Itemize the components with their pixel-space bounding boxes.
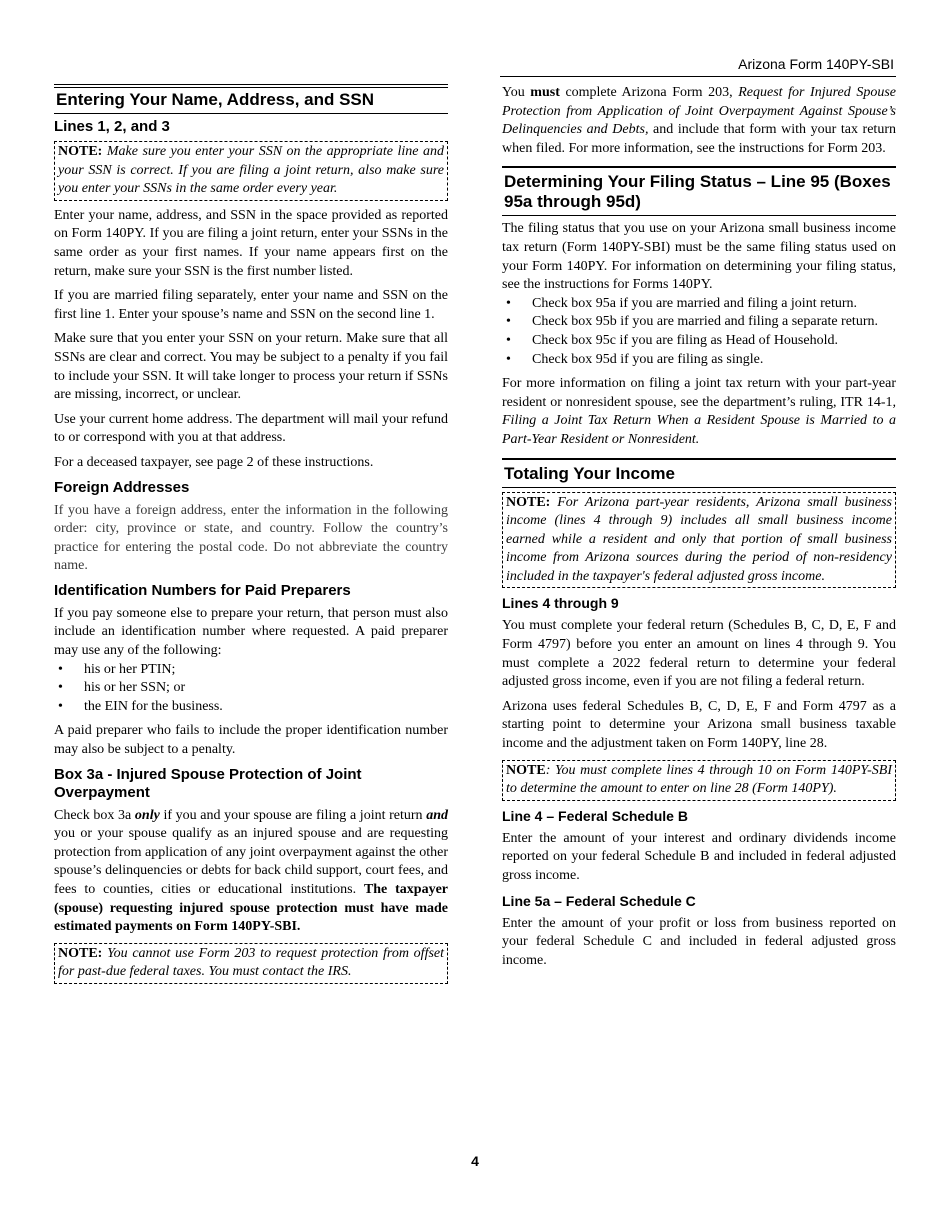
left-column <box>54 84 448 990</box>
subheading-lines-4-9: Lines 4 through 9 <box>502 595 619 612</box>
list-item <box>502 332 896 351</box>
bullet-icon: • <box>58 661 63 677</box>
list-item <box>502 313 896 332</box>
list-item-text: his or her PTIN; <box>84 661 176 677</box>
running-header: Arizona Form 140PY-SBI <box>738 56 894 72</box>
note-label: NOTE: <box>506 494 551 510</box>
paragraph-joint-return-info <box>502 375 896 449</box>
section-title-totaling-income: Totaling Your Income <box>502 458 896 488</box>
subheading-lines-1-2-3: Lines 1, 2, and 3 <box>54 118 170 135</box>
list-preparer-ids <box>54 661 448 717</box>
note-label: NOTE: <box>58 945 103 961</box>
bullet-icon: • <box>506 314 511 330</box>
bullet-icon: • <box>506 295 511 311</box>
list-filing-boxes <box>502 295 896 369</box>
list-item <box>54 679 448 698</box>
list-item <box>54 661 448 680</box>
list-item <box>502 351 896 370</box>
subheading-line-4: Line 4 – Federal Schedule B <box>502 807 688 824</box>
bullet-icon: • <box>506 351 511 367</box>
subheading-paid-preparers: Identification Numbers for Paid Preparers <box>54 581 351 599</box>
list-item-text: Check box 95c if you are filing as Head of Household. <box>532 332 838 348</box>
bullet-icon: • <box>58 680 63 696</box>
subheading-line-5a: Line 5a – Federal Schedule C <box>502 892 696 909</box>
paragraph-enter-name: Enter your name, address, and SSN in the space provided as reported on Form 140PY. If you are filing a joint return, enter your SSNs in the same order as your first names. If your name appears first on the return, make sure your SSN is the first number listed. <box>54 207 448 279</box>
emphasis-and: and <box>426 807 448 823</box>
paragraph-form-203 <box>502 84 896 158</box>
bullet-icon: • <box>506 332 511 348</box>
header-rule <box>500 76 896 77</box>
list-item <box>54 698 448 717</box>
section-title-filing-status: Determining Your Filing Status – Line 95 (Boxes 95a through 95d) <box>502 166 896 216</box>
list-item-text: Check box 95d if you are filing as single. <box>532 351 764 367</box>
paragraph-preparer-penalty: A paid preparer who fails to include the proper identification number may also be subject to a penalty. <box>54 723 448 758</box>
paragraph-ssn-correct: Make sure that you enter your SSN on your return. Make sure that all SSNs are clear and correct. You may be subject to a penalty if you fail to include your SSN. It will take longer to process your return if SSNs are missing, incorrect, or unclear. <box>54 331 448 403</box>
note-label: NOTE <box>506 762 546 778</box>
bullet-icon: • <box>58 698 63 714</box>
subheading-foreign-addresses: Foreign Addresses <box>54 478 190 496</box>
paragraph-federal-schedules: Arizona uses federal Schedules B, C, D, E, F and Form 4797 as a starting point to determine your Arizona small business taxable income and the adjustment taken on Form 140PY, line 28. <box>502 698 896 752</box>
paragraph-home-address: Use your current home address. The department will mail your refund to or correspond with you at that address. <box>54 411 448 446</box>
text-run: You <box>502 85 531 100</box>
note-text: You cannot use Form 203 to request protection from offset for past-due federal taxes. You must contact the IRS. <box>58 945 445 980</box>
note-label: NOTE: <box>58 144 103 159</box>
note-box-ssn <box>54 141 448 201</box>
paragraph-line-4: Enter the amount of your interest and ordinary dividends income reported on your federal Schedule B and included in federal adjusted gross income. <box>502 830 896 883</box>
paragraph-deceased-taxpayer: For a deceased taxpayer, see page 2 of these instructions. <box>54 454 374 470</box>
bold-requirement: The taxpayer (spouse) requesting injured spouse protection must have made estimated payments on Form 140PY-SBI. <box>54 882 448 935</box>
paragraph-filing-status: The filing status that you use on your Arizona small business income tax return (Form 140PY-SBI) must be the same filing status used on your Form 140PY. For information on determining your filing status, see the instructions for Forms 140PY. <box>502 221 896 293</box>
note-text: : You must complete lines 4 through 10 on Form 140PY-SBI to determine the amount to enter on line 28 (Form 140PY). <box>506 762 892 797</box>
paragraph-line-5a: Enter the amount of your profit or loss from business reported on your federal Schedule C and included in federal adjusted gross income. <box>502 915 896 968</box>
form-203-title: Request for Injured Spouse Protection from Application of Joint Overpayment Against Spouse’s Delinquencies and Debts, <box>502 85 896 138</box>
list-item-text: Check box 95a if you are married and filing a joint return. <box>532 295 858 311</box>
paragraph-married-separately: If you are married filing separately, enter your name and SSN on the first line 1. Enter your spouse’s name and SSN on the second line 1. <box>54 288 448 322</box>
ruling-title: , Filing a Joint Tax Return When a Resident Spouse is Married to a Part-Year Resident or Nonresident. <box>502 394 896 447</box>
paragraph-federal-return: You must complete your federal return (Schedules B, C, D, E, F and Form 4797) before you enter an amount on lines 4 through 9. You must complete a 2022 federal return to determine your federal adjusted gross income, even if you are not filing a federal return. <box>502 618 896 690</box>
text-run: For more information on filing a joint tax return with your part-year resident or nonresident spouse, see the department’s ruling, ITR 14-1 <box>502 376 896 410</box>
text-run: you or your spouse qualify as an injured spouse and are requesting protection from application of any joint overpayment against the other spouse’s delinquencies or debts for back child support, court fees, and fees to counties, cities or educational institutions. <box>54 826 448 897</box>
emphasis-must: must <box>530 85 560 100</box>
note-box-part-year <box>502 492 896 589</box>
text-run: complete Arizona Form 203, <box>559 85 739 100</box>
list-item <box>502 295 896 314</box>
paragraph-foreign-addresses: If you have a foreign address, enter the information in the following order: city, province or state, and country. Follow the country’s practice for entering the postal code. Do not abbreviate the country name. <box>54 502 448 574</box>
note-box-form-203 <box>54 943 448 984</box>
list-item-text: the EIN for the business. <box>84 698 223 714</box>
page-number: 4 <box>471 1153 479 1169</box>
list-item-text: his or her SSN; or <box>84 680 186 696</box>
emphasis-only: only <box>134 807 160 823</box>
paragraph-paid-preparers: If you pay someone else to prepare your return, that person must also include an identification number where requested. A paid preparer may use any of the following: <box>54 605 448 659</box>
right-column <box>502 84 896 976</box>
list-item-text: Check box 95b if you are married and filing a separate return. <box>532 314 878 330</box>
text-run: if you and your spouse are filing a joint return <box>159 807 427 823</box>
note-text: Make sure you enter your SSN on the appropriate line and your SSN is correct. If you are filing a joint return, also make sure you enter your SSNs in the same order every year. <box>58 144 445 197</box>
text-run: Check box 3a <box>54 807 135 823</box>
text-run: and include that form with your tax return when filed. For more information, see the instructions for Form 203. <box>502 122 896 156</box>
note-text: For Arizona part-year residents, Arizona small business income (lines 4 through 9) includes all small business income earned while a resident and only that portion of small business income from Arizona sources during the period of non-residency included in the taxpayer's federal adjusted gross income. <box>506 494 892 584</box>
paragraph-box-3a <box>54 807 448 937</box>
note-box-lines-4-10 <box>502 760 896 801</box>
section-title-name-address-ssn: Entering Your Name, Address, and SSN <box>54 84 448 114</box>
subheading-box-3a: Box 3a - Injured Spouse Protection of Joint Overpayment <box>54 765 362 801</box>
